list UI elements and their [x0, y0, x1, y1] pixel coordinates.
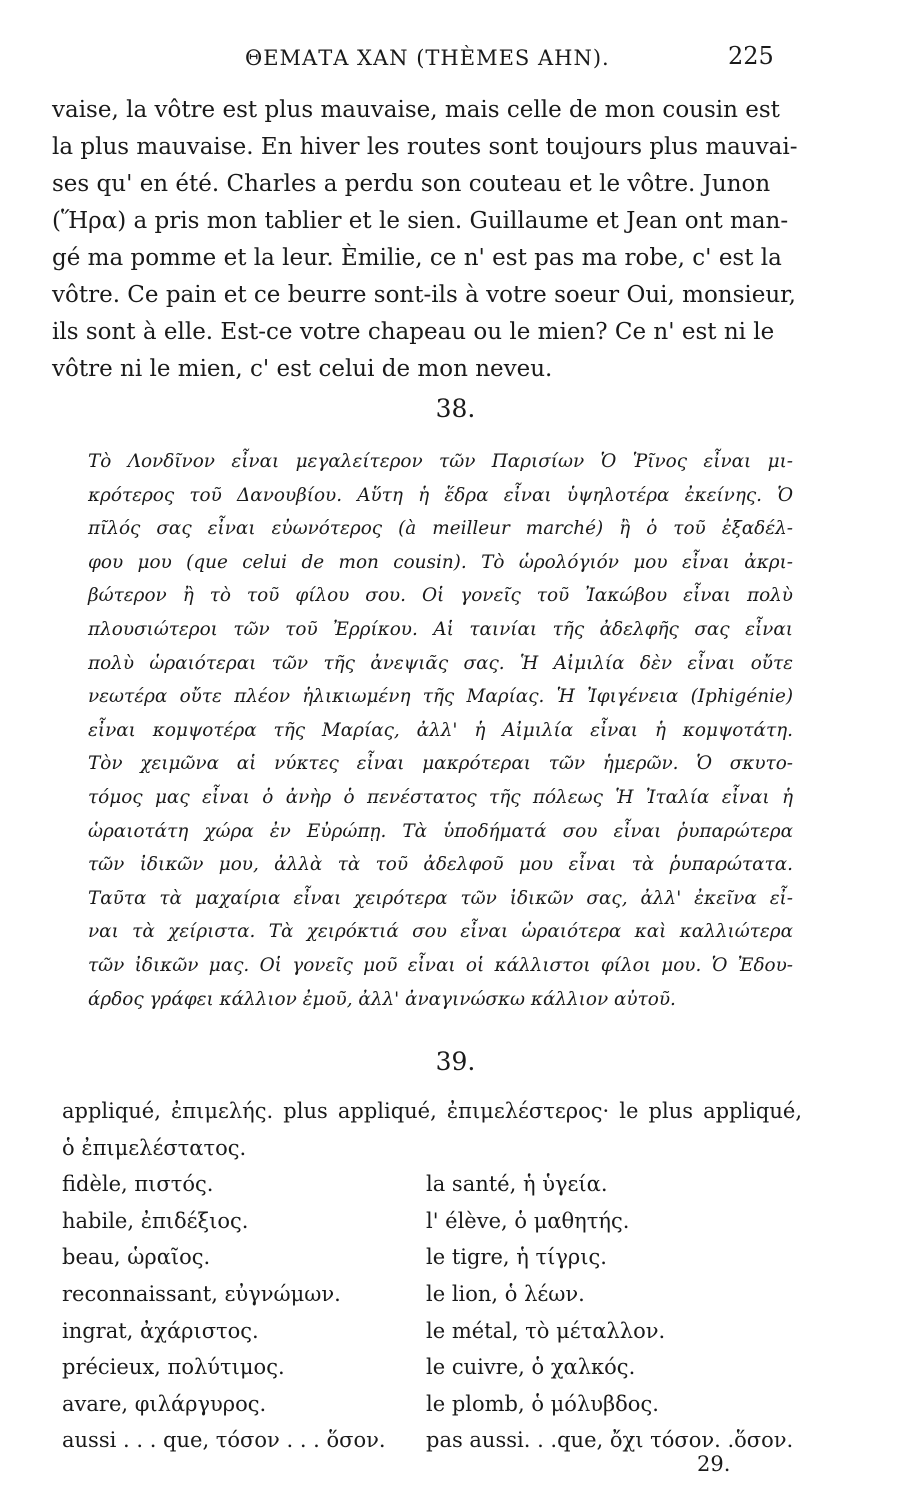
- vocabulary-list-39: [62, 1093, 802, 1459]
- vocab-left-entry: avare, φιλάργυρος.: [62, 1391, 267, 1416]
- vocab-left-entry: fidèle, πιστός.: [62, 1172, 214, 1197]
- text-line: πῖλός σας εἶναι εὐωνότερος (à meilleur marché) ἢ ὁ τοῦ ἐξαδέλ-: [88, 518, 793, 540]
- vocab-right-entry: pas aussi. . .que, ὄχι τόσον. .ὅσον.: [426, 1428, 794, 1453]
- vocab-intro-text: appliqué, ἐπιμελής. plus appliqué, ἐπιμελέστερος· le plus appliqué,: [62, 1099, 802, 1123]
- text-line: Τὸν χειμῶνα αἱ νύκτες εἶναι μακρότεραι τῶν ἡμερῶν. Ὁ σκυτο-: [88, 753, 793, 775]
- vocab-left-entry: ingrat, ἀχάριστος.: [62, 1318, 259, 1343]
- vocab-intro-text: ὁ ἐπιμελέστατος.: [62, 1135, 247, 1160]
- text-line: vôtre. Ce pain et ce beurre sont-ils à votre soeur Oui, monsieur,: [52, 282, 796, 308]
- vocab-row: [62, 1349, 802, 1386]
- header-title: ΘΕΜΑΤΑ ΧΑΝ (THÈMES AHN).: [245, 46, 610, 70]
- vocab-row: [62, 1386, 802, 1423]
- text-line: (Ἥρα) a pris mon tablier et le sien. Guillaume et Jean ont man-: [52, 208, 789, 234]
- text-line: εἶναι κομψοτέρα τῆς Μαρίας, ἀλλ' ἡ Αἰμιλία εἶναι ἡ κομψοτάτη.: [88, 719, 793, 741]
- text-line: la plus mauvaise. En hiver les routes sont toujours plus mauvai-: [52, 134, 798, 160]
- page-number: 225: [728, 42, 774, 70]
- text-line: τόμος μας εἶναι ὁ ἀνὴρ ὁ πενέστατος τῆς πόλεως Ἡ Ἰταλία εἶναι ἡ: [88, 786, 793, 808]
- text-line: vaise, la vôtre est plus mauvaise, mais celle de mon cousin est: [52, 97, 780, 123]
- section-number-39: 39.: [435, 1047, 476, 1076]
- text-line: κρότερος τοῦ Δανουβίου. Αὕτη ἡ ἕδρα εἶναι ὑψηλοτέρα ἐκείνης. Ὁ: [88, 484, 793, 506]
- vocab-intro-line: [62, 1093, 802, 1130]
- greek-exercise-38: [88, 445, 793, 1016]
- vocab-row: [62, 1203, 802, 1240]
- vocab-row: [62, 1276, 802, 1313]
- text-line: ὡραιοτάτη χώρα ἐν Εὐρώπῃ. Τὰ ὑποδήματά σου εἶναι ῥυπαρώτερα: [88, 820, 793, 842]
- vocab-right-entry: la santé, ἡ ὑγεία.: [426, 1172, 608, 1197]
- text-line: Τὸ Λονδῖνον εἶναι μεγαλείτερον τῶν Παρισίων Ὁ Ῥῖνος εἶναι μι-: [88, 451, 793, 472]
- vocab-left-entry: beau, ὡραῖος.: [62, 1245, 211, 1270]
- vocab-right-entry: le lion, ὁ λέων.: [426, 1281, 585, 1306]
- vocab-row: [62, 1239, 802, 1276]
- text-line: τῶν ἰδικῶν μου, ἀλλὰ τὰ τοῦ ἀδελφοῦ μου εἶναι τὰ ῥυπαρώτατα.: [88, 854, 793, 876]
- vocab-left-entry: aussi . . . que, τόσον . . . ὅσον.: [62, 1428, 386, 1453]
- text-line: ναι τὰ χείριστα. Τὰ χειρόκτιά σου εἶναι ὡραιότερα καὶ καλλιώτερα: [88, 921, 793, 943]
- vocab-row: [62, 1166, 802, 1203]
- vocab-row: [62, 1313, 802, 1350]
- vocab-right-entry: le tigre, ἡ τίγρις.: [426, 1245, 607, 1270]
- signature-mark: 29.: [697, 1452, 731, 1476]
- text-line: πλουσιώτεροι τῶν τοῦ Ἐρρίκου. Αἱ ταινίαι τῆς ἀδελφῆς σας εἶναι: [88, 618, 793, 640]
- text-line: βώτερον ἢ τὸ τοῦ φίλου σου. Οἱ γονεῖς τοῦ Ἰακώβου εἶναι πολὺ: [88, 585, 793, 607]
- text-line: άρδος γράφει κάλλιον ἐμοῦ, ἀλλ' ἀναγινώσκω κάλλιον αὐτοῦ.: [88, 988, 676, 1010]
- french-paragraph: [52, 92, 798, 388]
- text-line: πολὺ ὡραιότεραι τῶν τῆς ἀνεψιᾶς σας. Ἡ Αἰμιλία δὲν εἶναι οὔτε: [88, 652, 793, 674]
- section-number-38: 38.: [435, 394, 476, 423]
- vocab-left-entry: précieux, πολύτιμος.: [62, 1355, 285, 1380]
- text-line: vôtre ni le mien, c' est celui de mon neveu.: [52, 356, 553, 382]
- vocab-row: [62, 1422, 802, 1459]
- vocab-left-entry: habile, ἐπιδέξιος.: [62, 1208, 249, 1233]
- text-line: gé ma pomme et la leur. Èmilie, ce n' est pas ma robe, c' est la: [52, 245, 782, 271]
- vocab-intro-line: [62, 1130, 802, 1167]
- vocab-right-entry: le métal, τὸ μέταλλον.: [426, 1318, 666, 1343]
- text-line: ils sont à elle. Est-ce votre chapeau ou le mien? Ce n' est ni le: [52, 319, 775, 345]
- text-line: νεωτέρα οὔτε πλέον ἡλικιωμένη τῆς Μαρίας. Ἡ Ἰφιγένεια (Iphigénie): [88, 686, 793, 708]
- text-line: φου μου (que celui de mon cousin). Τὸ ὡρολόγιόν μου εἶναι ἀκρι-: [88, 551, 793, 573]
- text-line: τῶν ἰδικῶν μας. Οἱ γονεῖς μοῦ εἶναι οἱ κάλλιστοι φίλοι μου. Ὁ Ἐδου-: [88, 954, 793, 976]
- vocab-right-entry: le plomb, ὁ μόλυβδος.: [426, 1391, 659, 1416]
- text-line: Ταῦτα τὰ μαχαίρια εἶναι χειρότερα τῶν ἰδικῶν σας, ἀλλ' ἐκεῖνα εἶ-: [88, 887, 793, 909]
- text-line: ses qu' en été. Charles a perdu son couteau et le vôtre. Junon: [52, 171, 771, 197]
- vocab-right-entry: le cuivre, ὁ χαλκός.: [426, 1355, 636, 1380]
- vocab-left-entry: reconnaissant, εὐγνώμων.: [62, 1281, 341, 1306]
- running-header: [0, 38, 911, 78]
- vocab-right-entry: l' élève, ὁ μαθητής.: [426, 1208, 630, 1233]
